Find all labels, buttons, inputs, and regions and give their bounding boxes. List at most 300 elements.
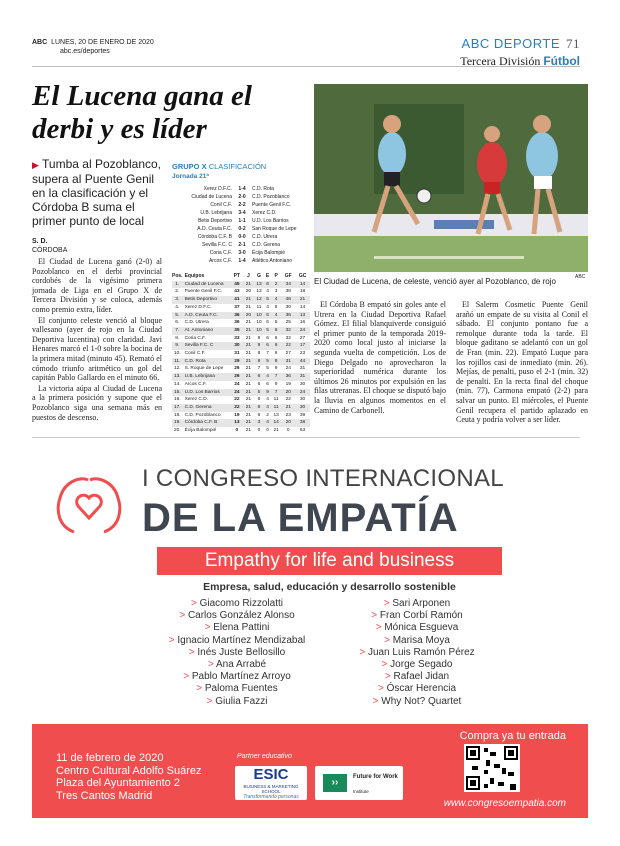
group-title: GRUPO X CLASIFICACIÓN bbox=[172, 162, 267, 171]
match-row bbox=[172, 209, 310, 217]
speaker-name: Marisa Moya bbox=[392, 634, 450, 646]
table-cell: 3 bbox=[254, 419, 265, 427]
table-cell: 20 bbox=[245, 289, 252, 295]
table-cell: 13 bbox=[231, 419, 244, 427]
table-cell: 36 bbox=[234, 320, 240, 326]
table-cell: 21 bbox=[245, 366, 252, 372]
table-cell: 11 bbox=[273, 397, 279, 403]
table-cell: 3. bbox=[172, 296, 183, 304]
match-row bbox=[172, 185, 310, 193]
table-cell: 21 bbox=[245, 351, 252, 357]
table-cell: 6 bbox=[266, 343, 269, 349]
table-cell: 9 bbox=[274, 366, 278, 372]
table-row bbox=[172, 389, 310, 397]
table-cell: 9 bbox=[266, 389, 269, 395]
match-score: 0-0 bbox=[238, 234, 246, 240]
table-cell: 21 bbox=[273, 428, 279, 434]
table-cell: At. Antoniano bbox=[183, 327, 231, 335]
match-away: U.D. Los Barrios bbox=[252, 218, 289, 224]
table-cell: 6 bbox=[257, 412, 261, 418]
speaker-name: Pablo Martínez Arroyo bbox=[191, 671, 291, 683]
table-cell: 22 bbox=[234, 397, 240, 403]
table-cell: 45 bbox=[231, 281, 244, 289]
table-cell: 6 bbox=[266, 381, 269, 387]
table-cell: 21 bbox=[245, 304, 252, 310]
paragraph: La victoria aúpa al Ciudad de Lucena a la primera posición y supone que el Pozoblanco siga una semana más en puestos de descenso. bbox=[32, 383, 162, 422]
table-cell: 21 bbox=[243, 296, 254, 304]
match-away: Écija Balompié bbox=[252, 250, 286, 256]
table-cell: 6 bbox=[274, 335, 278, 341]
match-home: Sevilla F.C. C bbox=[201, 242, 232, 248]
column-header: G bbox=[257, 273, 261, 279]
speaker bbox=[337, 635, 497, 647]
table-cell: 19 bbox=[285, 381, 291, 387]
speaker bbox=[337, 671, 497, 683]
table-cell: 13. bbox=[173, 374, 181, 380]
table-cell: C.D. Gerena bbox=[183, 404, 231, 412]
match-home: Ciudad de Lucena bbox=[191, 194, 232, 200]
table-cell: 21 bbox=[245, 320, 252, 326]
speaker-name: Juan Luis Ramón Pérez bbox=[367, 646, 475, 658]
table-cell: 14 bbox=[295, 281, 310, 289]
table-cell: 5 bbox=[266, 358, 269, 364]
column-header: E bbox=[265, 273, 270, 279]
table-cell: 6 bbox=[274, 304, 278, 310]
table-cell: 34 bbox=[281, 281, 295, 289]
table-cell: 20 bbox=[281, 389, 295, 397]
table-cell: 21 bbox=[245, 412, 252, 418]
table-cell: C.D. Pozoblanco bbox=[184, 412, 221, 418]
speaker-name: Rafael Jidan bbox=[393, 671, 450, 683]
table-row bbox=[172, 381, 310, 389]
table-cell: 10 bbox=[256, 320, 262, 326]
table-cell: 22 bbox=[231, 404, 244, 412]
table-cell: 36 bbox=[281, 312, 295, 320]
table-cell: 5 bbox=[266, 297, 269, 303]
column-header: Pos. bbox=[172, 273, 183, 279]
lead bbox=[32, 157, 162, 228]
two-heads-heart-icon bbox=[54, 472, 124, 534]
bullet-icon: > bbox=[372, 695, 382, 707]
table-cell: 13 bbox=[256, 289, 262, 295]
table-row bbox=[172, 358, 310, 366]
match-row bbox=[172, 201, 310, 209]
column-header: Equipos bbox=[184, 273, 205, 279]
table-row bbox=[172, 304, 310, 312]
ad-footer bbox=[32, 724, 588, 818]
table-cell: 21 bbox=[243, 419, 254, 427]
venue-city: Tres Cantos Madrid bbox=[56, 789, 153, 802]
table-cell: 21 bbox=[245, 397, 252, 403]
congress-url[interactable]: www.congresoempatia.com bbox=[443, 798, 566, 809]
match-away: C.D. Gerena bbox=[252, 242, 281, 248]
venue-address: Plaza del Ayuntamiento 2 bbox=[56, 777, 180, 789]
paragraph: El Ciudad de Lucena ganó (2-0) al Pozoblanco en el derbi provincial cordobés de la vigésimo primera jornada de Liga en el Grupo X de Tercera División y se coloca, además como premio extra, líder. bbox=[32, 257, 162, 314]
table-cell: 4 bbox=[266, 374, 269, 380]
table-cell: 4 bbox=[271, 296, 282, 304]
speaker bbox=[157, 683, 317, 695]
table-cell: 13 bbox=[295, 312, 310, 320]
table-cell: 17. bbox=[173, 404, 181, 410]
table-cell: 36 bbox=[231, 312, 244, 320]
table-cell: 2 bbox=[271, 281, 282, 289]
match-away: Puente Genil F.C. bbox=[252, 202, 292, 208]
speaker bbox=[337, 622, 497, 634]
table-cell: 21 bbox=[245, 335, 252, 341]
match-away: C.D. Rota bbox=[252, 186, 274, 192]
body-column-1 bbox=[32, 257, 162, 423]
table-cell: 24 bbox=[234, 381, 240, 387]
arrow-icon: ›› bbox=[323, 774, 347, 792]
table-cell: 2. bbox=[175, 289, 180, 295]
table-cell: 6 bbox=[266, 335, 269, 341]
table-cell: 6 bbox=[254, 404, 265, 412]
football-photo-illustration bbox=[314, 84, 588, 272]
table-cell: Arcos C.F. bbox=[184, 381, 207, 387]
table-cell: 14. bbox=[173, 381, 181, 387]
table-cell: 21 bbox=[243, 404, 254, 412]
table-cell: 21 bbox=[243, 358, 254, 366]
speaker-name: Giulia Fazzi bbox=[215, 695, 268, 707]
table-cell: 21 bbox=[281, 404, 295, 412]
table-cell: 6 bbox=[257, 381, 261, 387]
table-cell: 39 bbox=[299, 412, 306, 418]
speaker-name: Sari Arponen bbox=[392, 598, 451, 609]
paragraph: El conjunto celeste venció al bloque vallesano (ayer de rojo en la Ciudad Deportiva lucentina) con claridad. Javi Henares marcó el 1-0 sobre la bocina de la primera mitad (minuto 45). Remató el cómodo triunfo aritmético un gol del capitán Pablo Gallardo en el minuto 66. bbox=[32, 315, 162, 383]
table-cell: 5 bbox=[266, 366, 269, 372]
section-header bbox=[460, 36, 580, 69]
bullet-icon: > bbox=[381, 659, 391, 671]
section-divider bbox=[32, 437, 580, 438]
table-cell: 9 bbox=[257, 335, 261, 341]
table-cell: 30 bbox=[231, 342, 244, 350]
speaker bbox=[157, 622, 317, 634]
table-cell: 43 bbox=[234, 289, 240, 295]
table-cell: 15. bbox=[173, 389, 181, 395]
table-cell: 4. bbox=[175, 304, 180, 310]
table-cell: 21 bbox=[243, 342, 254, 350]
table-cell: 32 bbox=[285, 335, 291, 341]
table-cell: 0 bbox=[235, 428, 239, 434]
table-cell: 24 bbox=[285, 366, 291, 372]
column-header: GF bbox=[284, 273, 292, 279]
table-cell: C.D. Rota bbox=[183, 358, 231, 366]
table-cell: 24 bbox=[295, 389, 310, 397]
speaker-name: Carlos González Alonso bbox=[187, 610, 295, 622]
match-home: Coria C.F. bbox=[209, 250, 232, 256]
match-row bbox=[172, 233, 310, 241]
web-address: abc.es/deportes bbox=[60, 48, 110, 55]
match-row bbox=[172, 257, 310, 265]
date: LUNES, 20 DE ENERO DE 2020 bbox=[51, 39, 154, 46]
table-cell: 4 bbox=[266, 420, 269, 426]
table-cell: U.D. Los Barrios bbox=[183, 389, 231, 397]
column-header: J bbox=[247, 273, 250, 279]
table-cell: 8 bbox=[257, 351, 261, 357]
table-cell: 26 bbox=[234, 366, 240, 372]
table-row bbox=[172, 419, 310, 427]
table-cell: 24 bbox=[231, 389, 244, 397]
match-away: C.D. Pozoblanco bbox=[252, 194, 290, 200]
congress-themes: Empresa, salud, educación y desarrollo sostenible bbox=[203, 581, 456, 593]
table-row bbox=[172, 404, 310, 412]
table-cell: 8. bbox=[175, 335, 180, 341]
speaker-name: Inés Juste Bellosillo bbox=[197, 646, 286, 658]
table-cell: 0 bbox=[286, 428, 290, 434]
speaker bbox=[157, 635, 317, 647]
speaker-name: Ana Arrabé bbox=[216, 659, 267, 671]
bullet-icon: > bbox=[384, 671, 394, 683]
match-home: Conil C.F. bbox=[210, 202, 232, 208]
table-cell: 21 bbox=[245, 428, 252, 434]
author: S. D. bbox=[32, 238, 48, 245]
table-cell: 6 bbox=[271, 342, 282, 350]
table-cell: 14 bbox=[299, 304, 306, 310]
table-cell: 38 bbox=[295, 419, 310, 427]
body-column-3 bbox=[314, 300, 446, 415]
column-header: PT bbox=[233, 273, 241, 279]
table-cell: Xerez C.D. bbox=[184, 397, 209, 403]
table-cell: 27 bbox=[285, 351, 291, 357]
table-cell: 37 bbox=[234, 304, 240, 310]
match-home: Xerez D.F.C. bbox=[203, 186, 232, 192]
table-cell: 12 bbox=[254, 296, 265, 304]
table-cell: 21 bbox=[243, 373, 254, 381]
table-cell: C.D. Utrera bbox=[184, 320, 209, 326]
table-cell: 4 bbox=[266, 289, 269, 295]
column-header: GC bbox=[298, 273, 307, 279]
fw-inst: Institute bbox=[353, 789, 369, 794]
table-cell: 16. bbox=[173, 397, 181, 403]
esic-name: ESIC bbox=[253, 766, 289, 783]
bullet-icon: > bbox=[377, 683, 387, 695]
fw-name: Future for Work bbox=[353, 774, 398, 780]
table-cell: 22 bbox=[285, 397, 291, 403]
match-home: A.D. Ceuta F.C. bbox=[197, 226, 232, 232]
table-row bbox=[172, 412, 310, 420]
speaker bbox=[157, 659, 317, 671]
speaker bbox=[337, 647, 497, 659]
table-cell: 9 bbox=[254, 342, 265, 350]
table-row bbox=[172, 335, 310, 343]
table-cell: 11 bbox=[271, 404, 282, 412]
speaker-name: Paloma Fuentes bbox=[204, 683, 278, 695]
table-cell: 27 bbox=[299, 335, 306, 341]
partner-label: Partner educativo bbox=[237, 753, 292, 760]
table-cell: 8 bbox=[271, 358, 282, 366]
body-column-4 bbox=[456, 300, 588, 425]
table-cell: 20 bbox=[281, 419, 295, 427]
table-cell: 25 bbox=[285, 320, 291, 326]
match-away: San Roque de Lepe bbox=[252, 226, 297, 232]
table-cell: 4 bbox=[266, 304, 269, 310]
table-cell: 32 bbox=[281, 327, 295, 335]
match-score: 1-4 bbox=[238, 186, 246, 192]
table-cell: 0 bbox=[257, 428, 261, 434]
paragraph: El Salerm Cosmetic Puente Genil arañó un empate de su visita al Conil el sábado. El conjunto pontano fue a remolque durante toda la tarde. El bloque gaditano se adelantó con un gol de Fran (min. 22). Empató Luque para los rojillos casi de inmediato (min. 26). Mejías, de penalti, puso el 2-1 (min. 32) de penalti. En la recta final del choque (min. 77), Carmona empató (2-2) para salvar un punto. El miércoles, el Puente Genil recupera el partido aplazado en Ceuta y podría volver a ser líder. bbox=[456, 300, 588, 425]
table-cell: U.B. Lebrijana bbox=[183, 373, 231, 381]
results-list bbox=[172, 185, 310, 265]
table-row bbox=[172, 427, 310, 435]
table-cell: Betis Deportivo bbox=[183, 296, 231, 304]
lead-text: Tumba al Pozoblanco, supera al Puente Genil en la clasificación y el Córdoba B suma el primer punto de local bbox=[32, 157, 162, 228]
congress-title: I CONGRESO INTERNACIONAL bbox=[142, 465, 504, 492]
bullet-icon: > bbox=[168, 634, 178, 646]
table-cell: 8 bbox=[254, 358, 265, 366]
table-cell: 1. bbox=[172, 281, 183, 289]
table-cell: S. Roque de Lepe bbox=[184, 366, 224, 372]
paragraph: El Córdoba B empató sin goles ante el Utrera en la Ciudad Deportiva Rafael Gómez. El filial blanquiverde consiguió el primer punto de la temporada 2019-2020 como local justo al iniciarse la segunda vuelta de competición. Los de Diego Delgado no aprovecharon la superioridad numérica durante los últimos 26 minutos por expulsión en las filas utreranas. El choque se disputó bajo la lluvia en algunos momentos en el Camino de Carbonell. bbox=[314, 300, 446, 415]
match-away: C.D. Utrera bbox=[252, 234, 278, 240]
sport-label: Fútbol bbox=[543, 54, 580, 68]
table-cell: 35 bbox=[231, 327, 244, 335]
table-cell: 7 bbox=[271, 373, 282, 381]
table-cell: 3 bbox=[274, 289, 278, 295]
speaker bbox=[337, 610, 497, 622]
table-cell: 24 bbox=[295, 327, 310, 335]
table-cell: 6. bbox=[175, 320, 180, 326]
qr-code-icon bbox=[464, 744, 520, 792]
table-cell: Conil C.F. bbox=[184, 351, 206, 357]
bullet-icon: > bbox=[183, 671, 192, 683]
table-cell: 44 bbox=[295, 358, 310, 366]
bullet-icon: > bbox=[207, 659, 217, 671]
speaker-name: Giacomo Rizzolatti bbox=[199, 598, 283, 609]
venue bbox=[56, 752, 202, 802]
table-cell: 6 bbox=[271, 327, 282, 335]
paper-name: ABC bbox=[32, 39, 48, 46]
speaker bbox=[157, 671, 317, 683]
subsection: Tercera División bbox=[460, 54, 541, 68]
buy-ticket-label: Compra ya tu entrada bbox=[459, 730, 566, 742]
table-cell: 30 bbox=[285, 304, 291, 310]
match-row bbox=[172, 225, 310, 233]
table-cell: 7 bbox=[257, 366, 261, 372]
table-cell: 20. bbox=[173, 428, 181, 434]
table-row bbox=[172, 350, 310, 358]
place: CÓRDOBA bbox=[32, 247, 68, 254]
table-cell: 36 bbox=[281, 373, 295, 381]
table-cell: 7 bbox=[266, 351, 269, 357]
match-score: 2-1 bbox=[238, 242, 246, 248]
matchday: Jornada 21ª bbox=[172, 173, 209, 180]
future-for-work-logo bbox=[315, 766, 403, 800]
match-photo bbox=[314, 84, 588, 272]
table-cell: 12. bbox=[173, 366, 181, 372]
speaker-name: Fran Corbí Ramón bbox=[379, 610, 463, 622]
photo-credit: ABC bbox=[575, 274, 586, 280]
match-score: 2-2 bbox=[238, 202, 246, 208]
match-home: Córdoba C.F. B bbox=[197, 234, 232, 240]
table-cell: 2 bbox=[266, 412, 269, 418]
congress-tagline: Empathy for life and business bbox=[157, 547, 502, 575]
table-cell: 22 bbox=[281, 342, 295, 350]
event-date: 11 de febrero de 2020 bbox=[56, 752, 164, 764]
speaker bbox=[337, 683, 497, 695]
match-score: 3-4 bbox=[238, 210, 246, 216]
bullet-icon: > bbox=[383, 598, 393, 609]
table-cell: 38 bbox=[285, 289, 291, 295]
table-cell: 21 bbox=[243, 327, 254, 335]
speaker bbox=[157, 610, 317, 622]
speaker bbox=[337, 696, 497, 708]
table-cell: 5. bbox=[172, 312, 183, 320]
speaker bbox=[157, 598, 317, 610]
table-cell: 31 bbox=[299, 366, 306, 372]
match-row bbox=[172, 241, 310, 249]
byline bbox=[32, 237, 67, 255]
table-cell: 5 bbox=[274, 320, 278, 326]
table-cell: 20 bbox=[243, 312, 254, 320]
table-cell: 6 bbox=[266, 320, 269, 326]
speaker bbox=[337, 659, 497, 671]
match-row bbox=[172, 249, 310, 257]
bullet-icon: > bbox=[371, 610, 380, 622]
bullet-icon: > bbox=[384, 634, 393, 646]
table-cell: Sevilla F.C. C bbox=[183, 342, 231, 350]
table-row bbox=[172, 373, 310, 381]
table-cell: 21 bbox=[295, 296, 310, 304]
table-cell: 21 bbox=[245, 381, 252, 387]
match-home: U.B. Lebrijana bbox=[200, 210, 232, 216]
standings-table bbox=[172, 273, 310, 435]
speaker-name: Ignacio Martínez Mendizabal bbox=[177, 634, 306, 646]
table-cell: Écija Balompié bbox=[184, 428, 217, 434]
esic-tag: Transformando personas bbox=[243, 794, 299, 800]
match-away: Atlético Antoniano bbox=[252, 258, 293, 264]
table-cell: 31 bbox=[281, 358, 295, 366]
match-score: 1-1 bbox=[238, 218, 246, 224]
section-name: ABC DEPORTE bbox=[461, 36, 560, 51]
table-cell: A.D. Ceuta F.C. bbox=[183, 312, 231, 320]
bullet-icon: > bbox=[206, 695, 216, 707]
league-table bbox=[172, 162, 310, 435]
table-cell: 30 bbox=[295, 404, 310, 412]
table-cell: 23 bbox=[299, 351, 306, 357]
table-cell: 6 bbox=[266, 281, 269, 287]
table-cell: 46 bbox=[281, 296, 295, 304]
table-cell: 4 bbox=[266, 397, 269, 403]
table-cell: 13 bbox=[254, 281, 265, 289]
esic-sub: BUSINESS & MARKETING SCHOOL bbox=[243, 784, 299, 794]
table-cell: 9 bbox=[274, 381, 278, 387]
table-cell: 10 bbox=[254, 312, 265, 320]
header-dateline bbox=[32, 38, 154, 56]
table-cell: 21 bbox=[243, 281, 254, 289]
table-cell: 11. bbox=[172, 358, 183, 366]
match-home: Betis Deportivo bbox=[198, 218, 232, 224]
table-cell: 23 bbox=[285, 412, 291, 418]
table-cell: 31 bbox=[234, 351, 240, 357]
match-away: Xerez C.D. bbox=[252, 210, 277, 216]
table-cell: 41 bbox=[231, 296, 244, 304]
table-cell: 30 bbox=[299, 397, 306, 403]
table-row bbox=[172, 288, 310, 296]
speaker bbox=[157, 696, 317, 708]
match-score: 2-0 bbox=[238, 194, 246, 200]
table-cell: 17 bbox=[295, 342, 310, 350]
table-cell: 21 bbox=[243, 389, 254, 397]
speaker bbox=[337, 598, 497, 610]
table-cell: 10 bbox=[254, 327, 265, 335]
table-cell: 19. bbox=[173, 420, 181, 426]
table-cell: 5 bbox=[266, 327, 269, 333]
table-cell: 30 bbox=[299, 381, 306, 387]
bullet-icon: > bbox=[179, 610, 188, 622]
table-cell: 6 bbox=[257, 397, 261, 403]
speaker-name: Mónica Esgueva bbox=[384, 622, 459, 634]
match-row bbox=[172, 217, 310, 225]
